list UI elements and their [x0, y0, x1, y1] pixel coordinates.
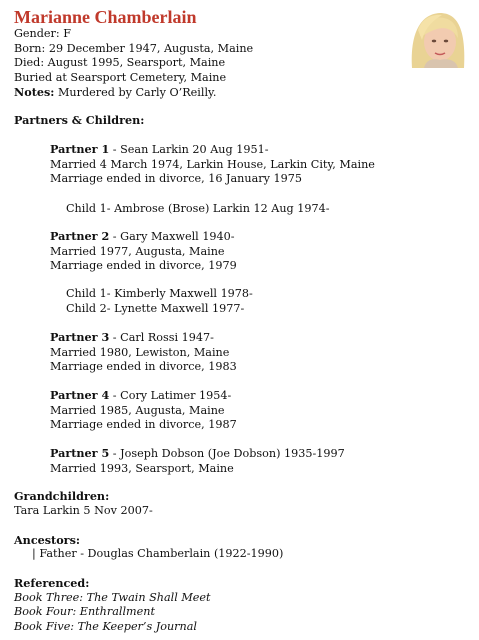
partner-label: Partner 3 — [50, 330, 110, 344]
partner-label: Partner 1 — [50, 142, 110, 156]
partner-label: Partner 4 — [50, 388, 110, 402]
partner-name: - Sean Larkin 20 Aug 1951- — [109, 143, 269, 156]
partner-name: - Carl Rossi 1947- — [109, 331, 214, 344]
partner-married: Married 1980, Lewiston, Maine — [50, 345, 230, 359]
grandchildren-heading: Grandchildren: — [14, 489, 110, 503]
child-entry: Child 1- Ambrose (Brose) Larkin 12 Aug 1974- — [66, 202, 330, 215]
referenced-book: Book Five: The Keeper’s Journal — [14, 620, 197, 633]
partner-ended: Marriage ended in divorce, 1983 — [50, 360, 237, 374]
referenced-book: Book Four: Enthrallment — [14, 605, 155, 618]
child-entry — [66, 287, 253, 316]
partner-married: Married 4 March 1974, Larkin House, Larkin City, Maine — [50, 157, 375, 171]
partner-name: - Gary Maxwell 1940- — [109, 230, 235, 243]
page-title: Marianne Chamberlain — [14, 7, 197, 27]
partner-label: Partner 2 — [50, 229, 110, 243]
partner-2 — [50, 229, 237, 274]
partner-label: Partner 5 — [50, 446, 110, 460]
born-text: Born: 29 December 1947, Augusta, Maine — [14, 41, 254, 55]
died-text: Died: August 1995, Searsport, Maine — [14, 56, 226, 70]
partner-name: - Joseph Dobson (Joe Dobson) 1935-1997 — [109, 447, 345, 460]
partner-3 — [50, 330, 237, 375]
portrait-photo — [404, 8, 470, 68]
partner-married: Married 1993, Searsport, Maine — [50, 461, 234, 475]
partners-heading: Partners & Children: — [14, 113, 145, 127]
partner-ended: Marriage ended in divorce, 1979 — [50, 259, 237, 273]
child-2: Child 2- Lynette Maxwell 1977- — [66, 301, 245, 315]
gender-text: Gender: F — [14, 27, 71, 40]
grandchild-entry: Tara Larkin 5 Nov 2007- — [14, 504, 153, 517]
ancestors-heading: Ancestors: — [14, 533, 80, 547]
portrait-icon — [404, 8, 470, 68]
ancestor-entry: | Father - Douglas Chamberlain (1922-1990) — [32, 547, 284, 560]
partner-ended: Marriage ended in divorce, 1987 — [50, 418, 237, 432]
partner-1 — [50, 142, 375, 187]
notes-text: Murdered by Carly O’Reilly. — [54, 86, 217, 100]
buried-text: Buried at Searsport Cemetery, Maine — [14, 70, 227, 84]
partner-5 — [50, 446, 345, 476]
partner-married: Married 1985, Augusta, Maine — [50, 403, 225, 417]
partner-married: Married 1977, Augusta, Maine — [50, 244, 225, 258]
partner-4 — [50, 388, 237, 433]
referenced-heading: Referenced: — [14, 576, 90, 590]
referenced-book: Book Three: The Twain Shall Meet — [14, 591, 211, 604]
partner-ended: Marriage ended in divorce, 16 January 1975 — [50, 172, 302, 186]
child-1: Child 1- Kimberly Maxwell 1978- — [66, 287, 253, 300]
notes-line — [14, 85, 253, 101]
partner-name: - Cory Latimer 1954- — [109, 389, 232, 402]
notes-label: Notes: — [14, 85, 55, 100]
bio-block — [14, 27, 253, 101]
